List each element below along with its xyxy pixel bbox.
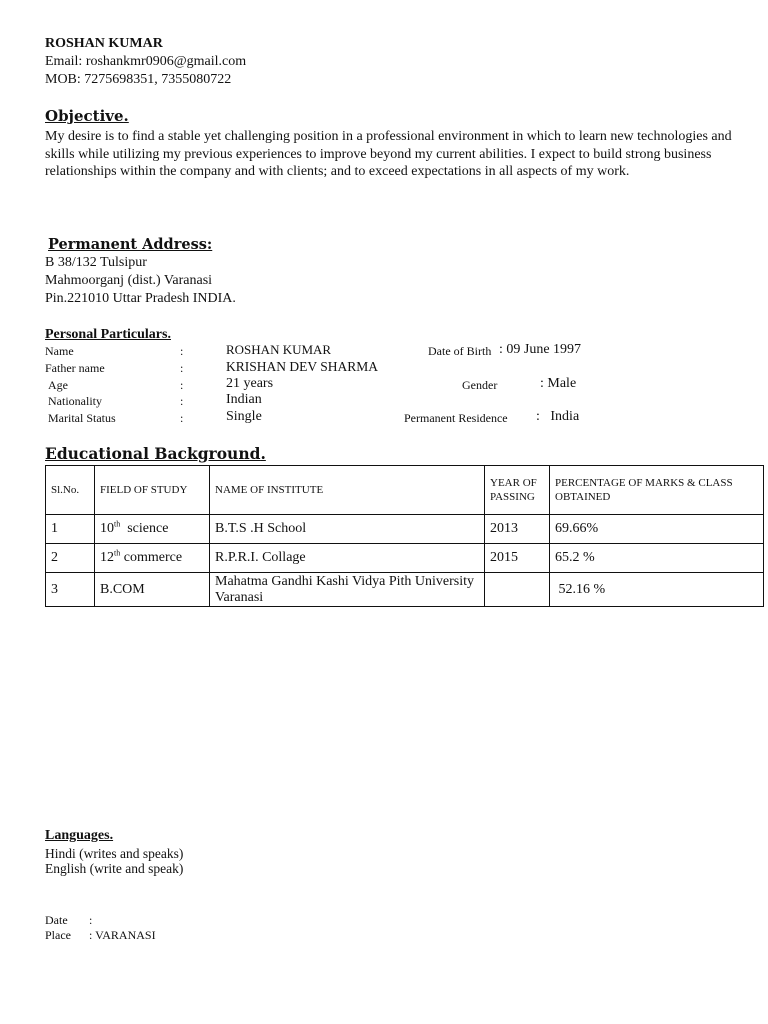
- dob-label: Date of Birth: [428, 344, 492, 358]
- cell-field: 10th science: [95, 515, 210, 544]
- education-table: [45, 465, 764, 607]
- cell-institute: Mahatma Gandhi Kashi Vidya Pith University Varanasi: [210, 573, 485, 607]
- header-year: YEAR OF PASSING: [485, 466, 550, 515]
- colon: :: [180, 394, 184, 408]
- cell-institute: B.T.S .H School: [210, 515, 485, 544]
- personal-value-age: 21 years: [226, 376, 274, 391]
- place-value: : VARANASI: [89, 928, 156, 942]
- applicant-name: ROSHAN KUMAR: [45, 36, 163, 51]
- cell-year: 2015: [485, 544, 550, 573]
- personal-label-marital: Marital Status: [48, 411, 116, 425]
- cell-percentage: 52.16 %: [550, 573, 764, 607]
- personal-value-nationality: Indian: [226, 392, 262, 407]
- personal-label-name: Name: [45, 344, 74, 358]
- personal-value-father: KRISHAN DEV SHARMA: [226, 359, 379, 374]
- language-item: English (write and speak): [45, 861, 184, 876]
- language-item: Hindi (writes and speaks): [45, 846, 184, 861]
- address-line-2: Mahmoorganj (dist.) Varanasi: [45, 273, 213, 288]
- date-value: :: [89, 913, 93, 927]
- header-percentage: PERCENTAGE OF MARKS & CLASS OBTAINED: [550, 466, 764, 515]
- cell-year: 2013: [485, 515, 550, 544]
- cell-field: B.COM: [95, 573, 210, 607]
- cell-percentage: 65.2 %: [550, 544, 764, 573]
- colon: :: [180, 378, 184, 392]
- date-label: Date: [45, 913, 68, 927]
- personal-label-father: Father name: [45, 361, 105, 375]
- address-line-3: Pin.221010 Uttar Pradesh INDIA.: [45, 291, 236, 306]
- education-heading: Educational Background.: [45, 444, 266, 463]
- colon: :: [180, 361, 184, 375]
- table-row: [46, 544, 764, 573]
- header-slno: Sl.No.: [46, 466, 95, 515]
- cell-slno: 1: [46, 515, 95, 544]
- colon: :: [180, 411, 184, 425]
- gender-value: : Male: [540, 376, 577, 391]
- personal-label-nationality: Nationality: [48, 394, 102, 408]
- residence-label: Permanent Residence: [404, 411, 508, 425]
- cell-field: 12th commerce: [95, 544, 210, 573]
- cell-year: [485, 573, 550, 607]
- objective-heading: Objective.: [45, 107, 129, 125]
- languages-heading: Languages.: [45, 828, 114, 843]
- table-row: [46, 573, 764, 607]
- address-line-1: B 38/132 Tulsipur: [45, 255, 147, 270]
- gender-label: Gender: [462, 378, 498, 392]
- residence-value: : India: [536, 409, 580, 424]
- personal-value-name: ROSHAN KUMAR: [226, 342, 332, 357]
- mobile-line: MOB: 7275698351, 7355080722: [45, 72, 232, 87]
- table-row: [46, 515, 764, 544]
- cell-percentage: 69.66%: [550, 515, 764, 544]
- table-header-row: [46, 466, 764, 515]
- cell-slno: 3: [46, 573, 95, 607]
- personal-value-marital: Single: [226, 409, 262, 424]
- objective-text: My desire is to find a stable yet challenging position in a professional environment in which to learn new technologies and skills while utilizing my previous experiences to improve beyond my current abilities. I expect to build strong business relationships within the company and with clients; and to exceed expectations in all aspects of my work.: [45, 129, 732, 179]
- cell-slno: 2: [46, 544, 95, 573]
- place-label: Place: [45, 928, 71, 942]
- cell-institute: R.P.R.I. Collage: [210, 544, 485, 573]
- dob-value: : 09 June 1997: [499, 342, 582, 357]
- personal-heading: Personal Particulars.: [45, 327, 171, 342]
- header-institute: NAME OF INSTITUTE: [210, 466, 485, 515]
- email-line: Email: roshankmr0906@gmail.com: [45, 54, 247, 69]
- header-field: FIELD OF STUDY: [95, 466, 210, 515]
- personal-label-age: Age: [48, 378, 68, 392]
- colon: :: [180, 344, 184, 358]
- address-heading: Permanent Address:: [48, 236, 213, 253]
